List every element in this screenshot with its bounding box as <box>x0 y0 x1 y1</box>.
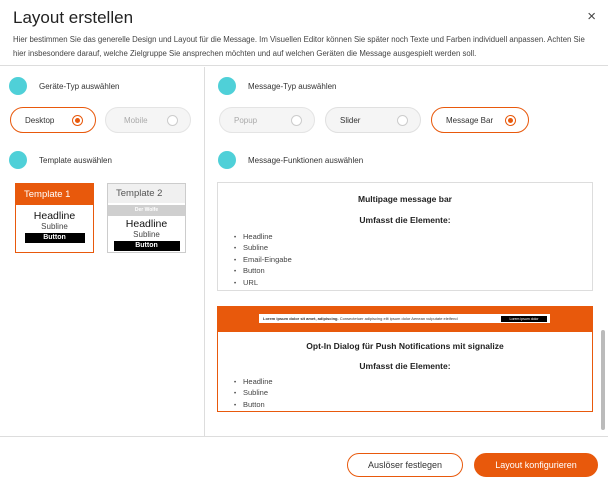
preview-text: Consectetuer adipiscing elit ipsum dolor Aenean vulputate eleifend <box>338 316 458 321</box>
template-1-card[interactable] <box>15 183 94 253</box>
message-type-label: Popup <box>234 115 258 125</box>
template-headline: Headline <box>33 210 76 222</box>
template-subline: Subline <box>41 222 68 231</box>
modal-title: Layout erstellen <box>13 8 134 27</box>
card-subtitle: Umfasst die Elemente: <box>359 361 451 371</box>
message-bar-preview <box>218 307 592 332</box>
radio-selected-icon <box>72 115 83 126</box>
preview-bar <box>259 314 550 323</box>
device-option-mobile[interactable] <box>105 107 191 133</box>
close-icon[interactable]: × <box>587 8 596 25</box>
card-title: Multipage message bar <box>357 194 452 204</box>
device-section-header <box>9 77 120 95</box>
list-item: • Button <box>234 265 592 276</box>
message-type-popup[interactable] <box>219 107 315 133</box>
template-2-name: Template 2 <box>108 184 185 203</box>
list-item: • Email-Eingabe <box>234 254 592 265</box>
template-button: Button <box>25 233 85 243</box>
device-option-label: Mobile <box>124 115 148 125</box>
preview-button: Lorem ipsum dolor <box>501 316 547 322</box>
list-item: • Subline <box>234 387 592 398</box>
list-item: • Headline <box>234 231 592 242</box>
radio-empty-icon <box>291 115 302 126</box>
template-headline: Headline <box>125 218 168 230</box>
step-dot-icon <box>9 151 27 169</box>
device-section-label: Geräte-Typ auswählen <box>39 81 120 91</box>
device-option-label: Desktop <box>25 115 55 125</box>
radio-selected-icon <box>505 115 516 126</box>
template-section-label: Template auswählen <box>39 155 112 165</box>
functions-section-header <box>218 151 363 169</box>
footer-divider <box>0 436 608 437</box>
preview-bold-text: Lorem ipsum dolor sit amet, adipiscing. <box>263 316 339 321</box>
scrollbar[interactable] <box>601 330 605 430</box>
step-dot-icon <box>9 77 27 95</box>
radio-empty-icon <box>397 115 408 126</box>
radio-empty-icon <box>167 115 178 126</box>
configure-layout-button[interactable]: Layout konfigurieren <box>474 453 598 477</box>
set-trigger-button[interactable]: Auslöser festlegen <box>347 453 463 477</box>
template-button: Button <box>114 241 180 251</box>
list-item: • Button <box>234 399 592 410</box>
message-type-section-header <box>218 77 337 95</box>
message-type-message-bar[interactable] <box>431 107 529 133</box>
message-type-slider[interactable] <box>325 107 421 133</box>
list-item: • Headline <box>234 376 592 387</box>
message-type-section-label: Message-Typ auswählen <box>248 81 337 91</box>
card-element-list <box>218 231 592 288</box>
list-item: • URL <box>234 277 592 288</box>
message-type-label: Slider <box>340 115 361 125</box>
template-2-band: Der Wolfe <box>108 205 185 216</box>
modal-header <box>0 0 608 66</box>
step-dot-icon <box>218 151 236 169</box>
function-card-multipage[interactable] <box>217 182 593 291</box>
intro-text: Hier bestimmen Sie das generelle Design und Layout für die Message. Im Visuellen Editor können Sie später noch Texte und Farben individuell anpassen. Achten Sie hier insbesondere darauf, welche Zielgruppe Sie ansprechen möchten und auf welchen Geräten die Message ausgespielt werden soll. <box>13 35 585 58</box>
template-1-name: Template 1 <box>16 184 93 205</box>
card-subtitle: Umfasst die Elemente: <box>359 215 451 225</box>
list-item: • Subline <box>234 242 592 253</box>
card-title: Opt-In Dialog für Push Notifications mit signalize <box>306 341 504 351</box>
function-card-opt-in[interactable] <box>217 306 593 412</box>
column-divider <box>204 67 205 436</box>
card-element-list <box>218 376 592 410</box>
device-option-desktop[interactable] <box>10 107 96 133</box>
message-type-label: Message Bar <box>446 115 494 125</box>
functions-section-label: Message-Funktionen auswählen <box>248 155 364 165</box>
step-dot-icon <box>218 77 236 95</box>
template-section-header <box>9 151 112 169</box>
template-2-card[interactable] <box>107 183 186 253</box>
template-subline: Subline <box>133 230 160 239</box>
